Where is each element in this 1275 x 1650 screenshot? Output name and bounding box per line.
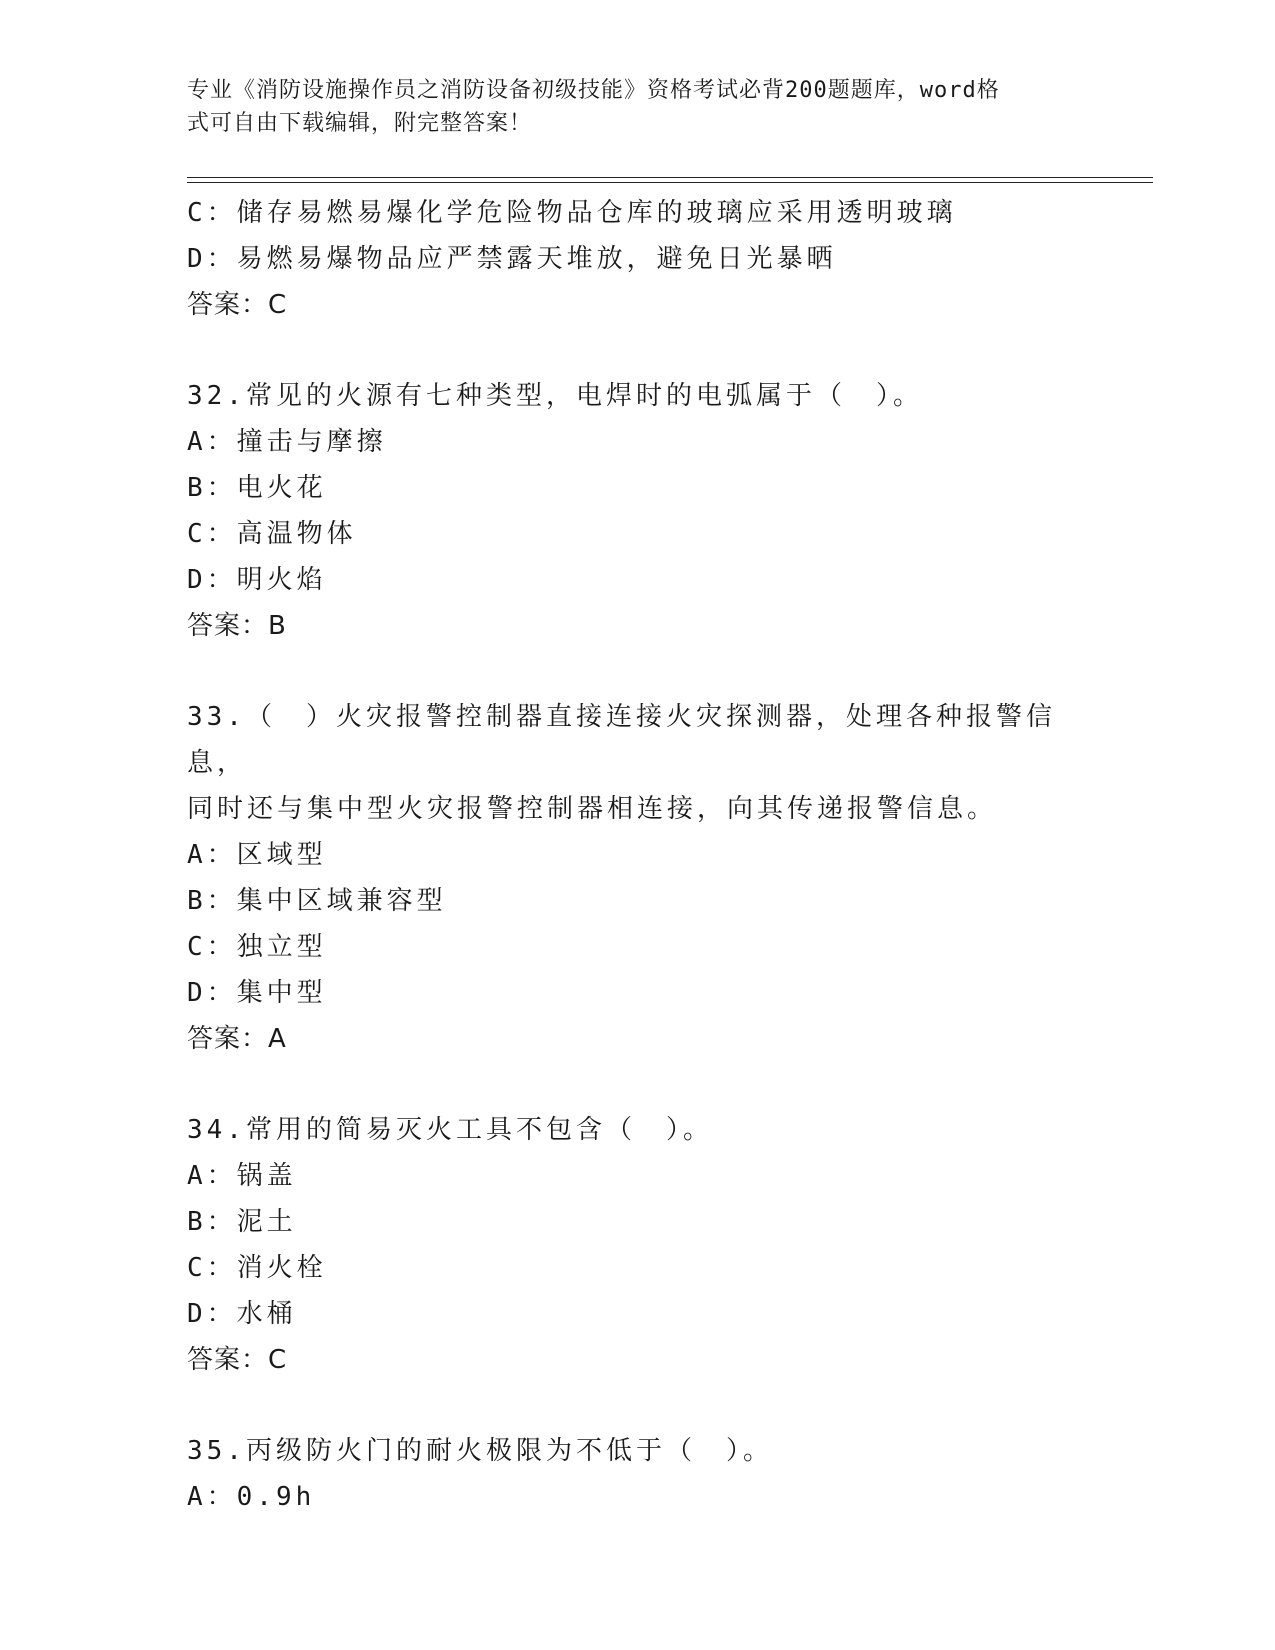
header-divider-top: [187, 177, 1153, 178]
question-33: [187, 694, 1087, 1062]
option-d: D：明火焰: [187, 565, 327, 595]
question-stem: 32.常见的火源有七种类型，电焊时的电弧属于（ ）。: [187, 381, 923, 411]
question-stem-line-2: 同时还与集中型火灾报警控制器相连接，向其传递报警信息。: [187, 794, 998, 824]
header-line-1: 专业《消防设施操作员之消防设备初级技能》资格考试必背200题题库，word格: [187, 78, 1000, 103]
option-d: D：水桶: [187, 1299, 297, 1329]
option-d: D：集中型: [187, 978, 327, 1008]
option-b: B：电火花: [187, 473, 327, 503]
question-35: [187, 1428, 1087, 1520]
option-c: C：独立型: [187, 932, 327, 962]
option-c: C：消火栓: [187, 1253, 327, 1283]
question-list: [187, 190, 1087, 1520]
question-34: [187, 1107, 1087, 1383]
header-line-2: 式可自由下载编辑，附完整答案！: [187, 111, 533, 136]
answer-label: 答案：A: [187, 1024, 287, 1054]
option-a: A：锅盖: [187, 1161, 297, 1191]
option-c: C：储存易燃易爆化学危险物品仓库的玻璃应采用透明玻璃: [187, 198, 957, 228]
question-stem-line-1: 33.（ ）火灾报警控制器直接连接火灾探测器，处理各种报警信息，: [187, 702, 1056, 778]
header-divider-bottom: [187, 182, 1153, 183]
option-b: B：集中区域兼容型: [187, 886, 447, 916]
option-a: A：0.9h: [187, 1482, 316, 1512]
answer-label: 答案：B: [187, 611, 287, 641]
question-stem: 34.常用的简易灭火工具不包含（ ）。: [187, 1115, 713, 1145]
question-stem: 35.丙级防火门的耐火极限为不低于（ ）。: [187, 1436, 773, 1466]
option-d: D：易燃易爆物品应严禁露天堆放，避免日光暴晒: [187, 244, 837, 274]
option-a: A：区域型: [187, 840, 327, 870]
option-c: C：高温物体: [187, 519, 357, 549]
question-31-continued: [187, 190, 1087, 328]
document-header: [187, 74, 1087, 140]
option-b: B：泥土: [187, 1207, 297, 1237]
option-a: A：撞击与摩擦: [187, 427, 387, 457]
answer-label: 答案：C: [187, 290, 288, 320]
question-32: [187, 373, 1087, 649]
answer-label: 答案：C: [187, 1345, 288, 1375]
